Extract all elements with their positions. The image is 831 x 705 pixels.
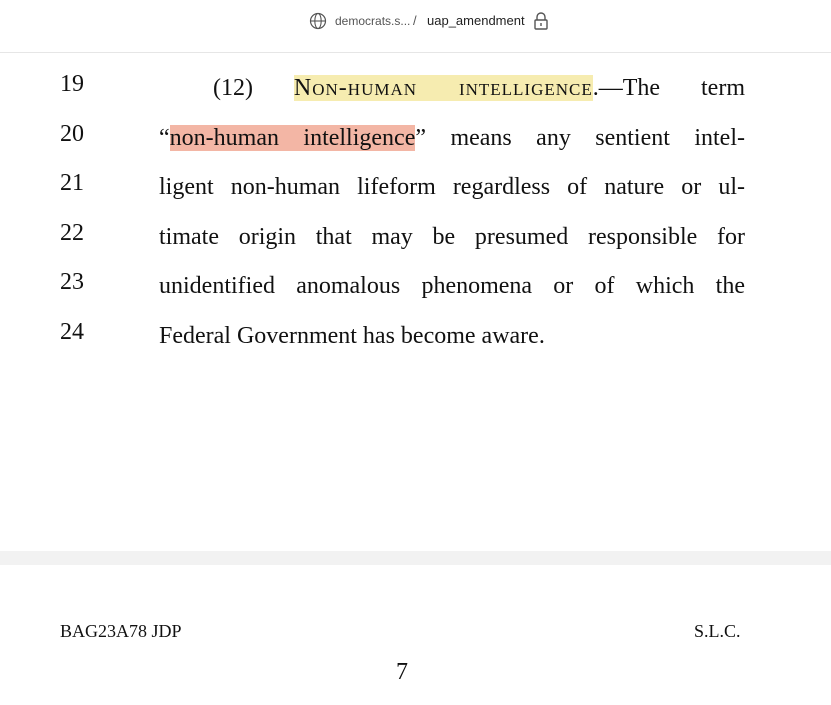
highlighted-heading[interactable]: Non-human intelligence [293, 75, 593, 101]
line-text-rest: ” means any sentient intel- [415, 125, 745, 151]
line-text: ligent non-human lifeform regardless of nature or ul- [159, 174, 745, 200]
highlighted-term[interactable]: non-human intelligence [169, 125, 416, 151]
breadcrumb-separator: / [413, 13, 417, 28]
line-text: unidentified anomalous phenomena or of which the [159, 273, 745, 299]
line-number: 21 [60, 170, 84, 196]
open-quote: “ [159, 125, 170, 151]
page-break [0, 551, 831, 565]
paragraph-number: (12) [213, 75, 253, 101]
line-text: timate origin that may be presumed responsible for [159, 224, 745, 250]
document-header-bar [0, 0, 831, 53]
line-number: 22 [60, 220, 84, 246]
document-line [0, 319, 831, 353]
line-number: 20 [60, 121, 84, 147]
line-text [159, 121, 745, 155]
globe-icon [309, 12, 327, 30]
line-text: Federal Government has become aware. [159, 323, 545, 349]
line-number: 19 [60, 71, 84, 97]
line-number: 24 [60, 319, 84, 345]
document-line [0, 269, 831, 303]
document-line [0, 170, 831, 204]
document-title: uap_amendment [427, 13, 525, 28]
page-number: 7 [396, 659, 408, 685]
line-number: 23 [60, 269, 84, 295]
line-text [159, 71, 745, 105]
heading-continuation: .—The term [592, 75, 745, 101]
document-line [0, 121, 831, 155]
document-line [0, 220, 831, 254]
document-id: BAG23A78 JDP [60, 621, 182, 641]
lock-icon[interactable] [533, 12, 549, 30]
breadcrumb-domain[interactable]: democrats.s... [335, 14, 411, 28]
document-code: S.L.C. [694, 621, 741, 641]
document-line [0, 71, 831, 105]
